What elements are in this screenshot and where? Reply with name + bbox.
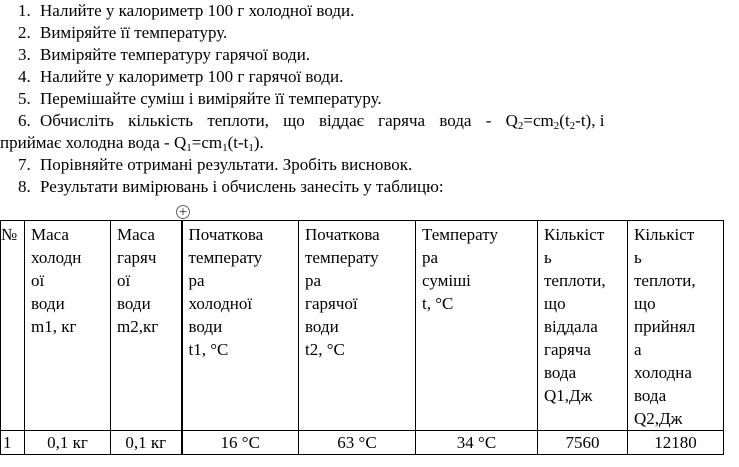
header-cold-mass: Маса холодн ої води m1, кг: [25, 221, 111, 431]
results-table: [0, 220, 724, 455]
step-6-line-2: приймає холодна вода - $Q_1=cm_1(t-t_1)$.: [0, 133, 264, 154]
step-number: 2.: [18, 23, 31, 42]
formula-q2: $Q_2=cm_2(t_2-t)$, і: [505, 111, 605, 132]
cell-heat-given[interactable]: 7560: [538, 431, 628, 455]
step-1: [18, 0, 723, 22]
step-text: Налийте у калориметр 100 г гарячої води.: [40, 67, 344, 86]
cell-heat-received[interactable]: 12180: [628, 431, 724, 455]
step-number: 6.: [18, 111, 31, 130]
step-8: [18, 176, 723, 198]
step-3: [18, 44, 723, 66]
step-number: 1.: [18, 1, 31, 20]
header-mix-temp: Температу ра суміші t, °C: [416, 221, 538, 431]
table-row: [1, 431, 724, 455]
step-6-words: Обчисліть кількість теплоти, що віддає гаряча вода -: [40, 111, 492, 130]
header-heat-given: Кількіст ь теплоти, що віддала гаряча вода Q1,Дж: [538, 221, 628, 431]
cell-hot-temp[interactable]: 63 °C: [299, 431, 416, 455]
step-4: [18, 66, 723, 88]
step-number: 5.: [18, 89, 31, 108]
header-hot-temp: Початкова температу ра гарячої води t2, °C: [299, 221, 416, 431]
cell-mix-temp[interactable]: 34 °C: [416, 431, 538, 455]
step-text: Виміряйте її температуру.: [40, 23, 228, 42]
table-move-handle-icon[interactable]: +: [176, 205, 190, 219]
cell-cold-temp[interactable]: 16 °C: [182, 431, 299, 455]
table-header-row: [1, 221, 724, 431]
step-2: [18, 22, 723, 44]
step-text: Перемішайте суміш і виміряйте її температуру.: [40, 89, 382, 108]
header-cold-temp: Початкова температу ра холодної води t1, °C: [182, 221, 299, 431]
header-heat-received: Кількіст ь теплоти, що прийнял а холодна вода Q2,Дж: [628, 221, 724, 431]
step-text: Виміряйте температуру гарячої води.: [40, 45, 311, 64]
cell-number[interactable]: 1: [1, 431, 25, 455]
header-hot-mass: Маса гаряч ої води m2,кг: [111, 221, 182, 431]
step-number: 3.: [18, 45, 31, 64]
step-text: Результати вимірювань і обчислень занесіть у таблицю:: [40, 177, 444, 196]
cell-hot-mass[interactable]: 0,1 кг: [111, 431, 182, 455]
step-text: Порівняйте отримані результати. Зробіть висновок.: [40, 155, 413, 174]
formula-q1: $Q_1=cm_1(t-t_1)$.: [173, 133, 264, 154]
step-5: [18, 88, 723, 110]
step-number: 4.: [18, 67, 31, 86]
step-number: 7.: [18, 155, 31, 174]
header-number: №: [1, 221, 25, 431]
step-7: [18, 154, 723, 176]
step-text: Налийте у калориметр 100 г холодної води.: [40, 1, 355, 20]
step-number: 8.: [18, 177, 31, 196]
cell-cold-mass[interactable]: 0,1 кг: [25, 431, 111, 455]
